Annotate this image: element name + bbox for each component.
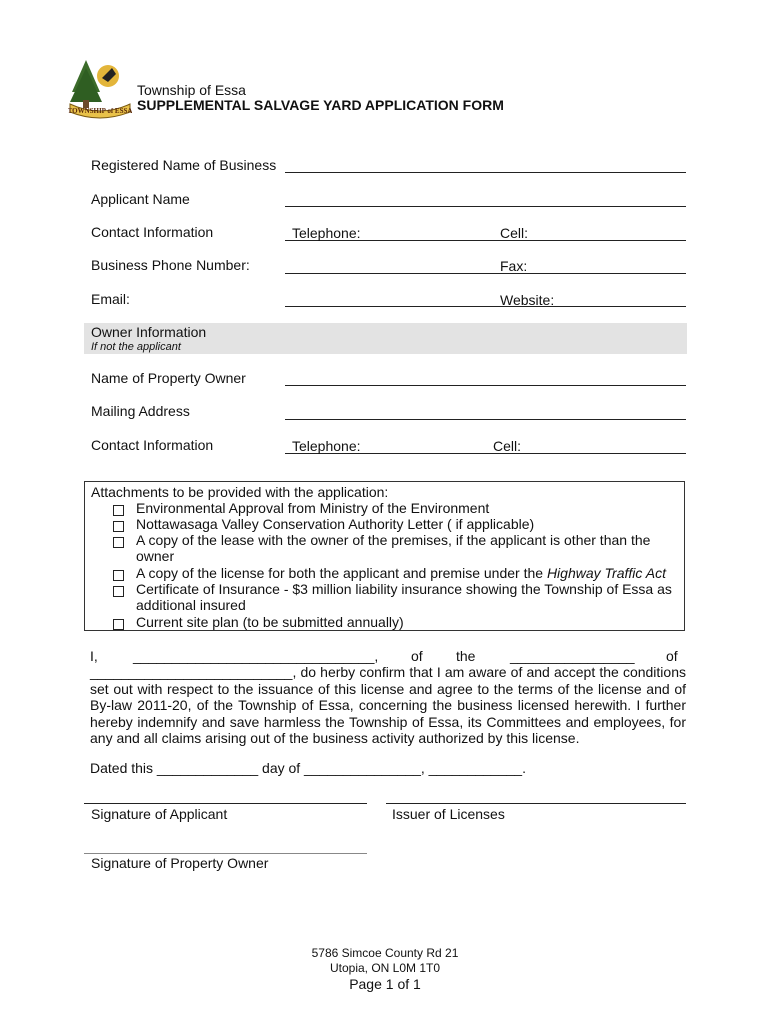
attachment-nvca-letter: Nottawasaga Valley Conservation Authority Letter ( if applicable) [136, 516, 535, 532]
owner-contact-label: Contact Information [91, 437, 214, 453]
attachment-environmental-approval: Environmental Approval from Ministry of the Environment [136, 500, 490, 516]
attachment-insurance-cont: additional insured [136, 597, 246, 613]
mailing-address-field[interactable] [285, 419, 686, 420]
decl-name-blank[interactable]: _______________________________, [133, 648, 379, 664]
checkbox-license-copy[interactable] [113, 570, 124, 581]
property-owner-field[interactable] [285, 385, 686, 386]
checkbox-environmental-approval[interactable] [113, 505, 124, 516]
page-number: Page 1 of 1 [349, 976, 421, 992]
decl-line-6: any and all claims arising out of the business activity authorized by this license. [90, 730, 580, 746]
issuer-signature-line[interactable] [386, 803, 686, 804]
checkbox-nvca-letter[interactable] [113, 521, 124, 532]
cell-label: Cell: [500, 225, 529, 241]
township-name: Township of Essa [137, 82, 246, 98]
decl-line-2: __________________________, do herby confirm that I am aware of and accept the conditions [90, 664, 686, 680]
applicant-signature-line[interactable] [84, 803, 367, 804]
attachments-title: Attachments to be provided with the application: [91, 484, 389, 500]
form-title: SUPPLEMENTAL SALVAGE YARD APPLICATION FORM [137, 97, 504, 113]
decl-line-3: set out with respect to the issuance of this license and agree to the terms of the license and of [90, 681, 686, 697]
decl-the: the [456, 648, 476, 664]
owner-telephone-label: Telephone: [292, 438, 361, 454]
applicant-name-label: Applicant Name [91, 191, 190, 207]
property-owner-label: Name of Property Owner [91, 370, 246, 386]
owner-signature-label: Signature of Property Owner [91, 855, 269, 871]
dated-line[interactable]: Dated this _____________ day of _______________, ____________. [90, 760, 526, 776]
highway-traffic-act: Highway Traffic Act [546, 565, 666, 581]
owner-section-title: Owner Information [91, 324, 207, 340]
township-logo [68, 58, 132, 120]
checkbox-site-plan[interactable] [113, 619, 124, 630]
email-field[interactable] [285, 306, 686, 307]
issuer-signature-label: Issuer of Licenses [392, 806, 505, 822]
decl-i: I, [90, 648, 98, 664]
logo-text: TOWNSHIP of ESSA [68, 107, 132, 115]
decl-line-4: By-law 2011-20, of the Township of Essa, concerning the business licensed herewith. I further [90, 697, 686, 713]
attachment-license-copy-text: A copy of the license for both the applicant and premise under the [136, 565, 544, 581]
owner-cell-label: Cell: [493, 438, 522, 454]
email-label: Email: [91, 291, 130, 307]
attachment-license-copy [136, 565, 666, 581]
decl-of: of [411, 648, 423, 664]
decl-municipality-blank[interactable]: ________________ [510, 648, 635, 664]
business-name-label: Registered Name of Business [91, 157, 277, 173]
attachment-lease-copy-cont: owner [136, 548, 175, 564]
owner-signature-line[interactable] [84, 853, 367, 854]
checkbox-insurance[interactable] [113, 586, 124, 597]
fax-label: Fax: [500, 258, 528, 274]
decl-line-5: hereby indemnify and save harmless the Township of Essa, its Committees and employees, for [90, 714, 686, 730]
business-phone-field[interactable] [285, 273, 686, 274]
owner-section-subtitle: If not the applicant [91, 341, 181, 353]
mailing-address-label: Mailing Address [91, 403, 190, 419]
business-phone-label: Business Phone Number: [91, 257, 250, 273]
attachment-site-plan: Current site plan (to be submitted annually) [136, 614, 404, 630]
contact-info-label: Contact Information [91, 224, 214, 240]
footer-address-line-2: Utopia, ON L0M 1T0 [329, 961, 441, 975]
applicant-signature-label: Signature of Applicant [91, 806, 228, 822]
applicant-name-field[interactable] [285, 206, 686, 207]
attachment-lease-copy: A copy of the lease with the owner of the premises, if the applicant is other than the [136, 532, 651, 548]
telephone-label: Telephone: [292, 225, 361, 241]
checkbox-lease-copy[interactable] [113, 537, 124, 548]
footer-address-line-1: 5786 Simcoe County Rd 21 [311, 946, 459, 960]
attachment-insurance: Certificate of Insurance - $3 million liability insurance showing the Township of Essa as [136, 581, 672, 597]
business-name-field[interactable] [285, 172, 686, 173]
decl-of-2: of [666, 648, 678, 664]
website-label: Website: [500, 292, 555, 308]
